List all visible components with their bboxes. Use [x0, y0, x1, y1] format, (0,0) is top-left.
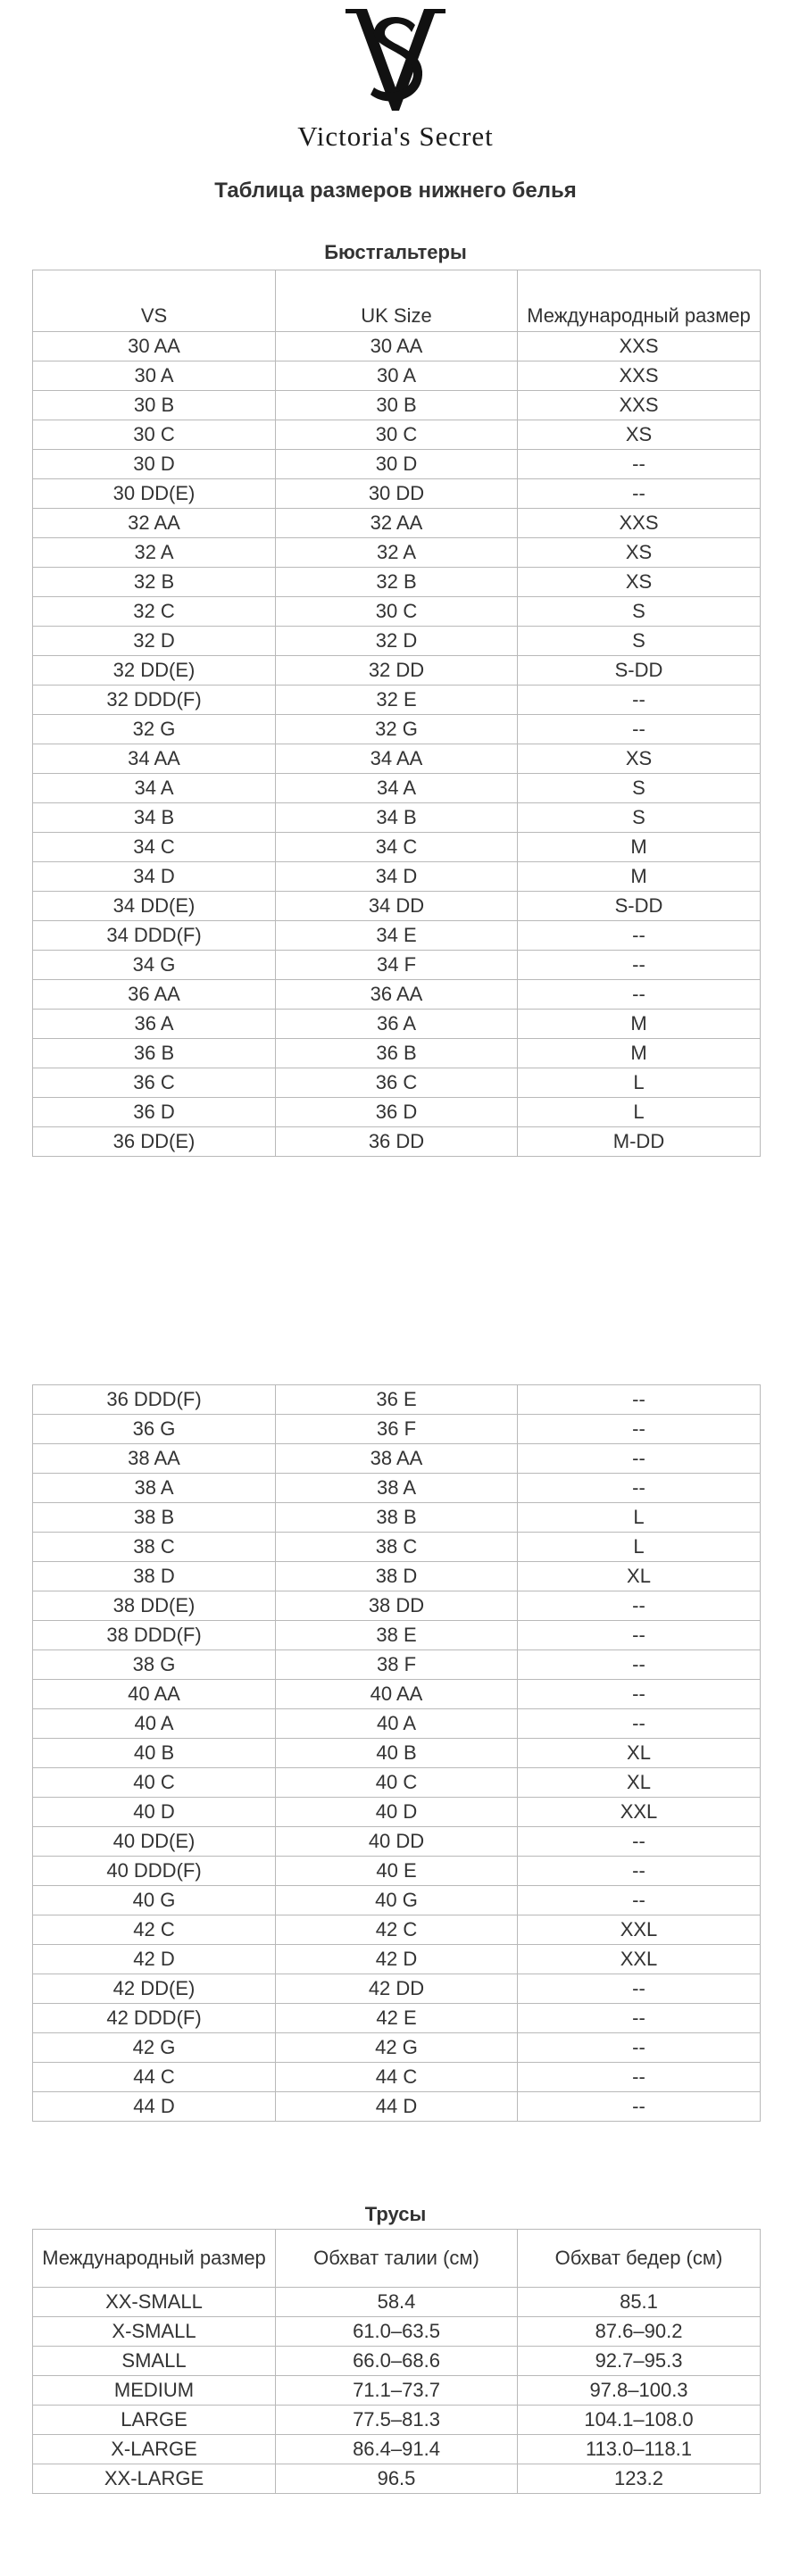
international-size-cell: X-LARGE	[33, 2435, 276, 2464]
table-row	[33, 568, 761, 597]
vs-size-cell: 38 D	[33, 1562, 276, 1591]
uk-size-cell: 36 E	[276, 1385, 518, 1415]
uk-size-cell: 40 A	[276, 1709, 518, 1739]
table-row	[33, 951, 761, 980]
vs-size-cell: 42 DD(E)	[33, 1974, 276, 2004]
vs-size-cell: 44 C	[33, 2063, 276, 2092]
international-size-cell: XL	[518, 1562, 761, 1591]
vs-size-cell: 40 A	[33, 1709, 276, 1739]
international-size-cell: XS	[518, 420, 761, 450]
waist-cell: 58.4	[276, 2288, 518, 2317]
table-row	[33, 892, 761, 921]
international-size-cell: --	[518, 980, 761, 1010]
uk-size-cell: 38 C	[276, 1533, 518, 1562]
international-size-cell: --	[518, 479, 761, 509]
uk-size-cell: 42 E	[276, 2004, 518, 2033]
table-row	[33, 1591, 761, 1621]
vs-size-cell: 40 D	[33, 1798, 276, 1827]
international-size-cell: --	[518, 2092, 761, 2122]
table-row	[33, 1385, 761, 1415]
header-vs: VS	[33, 270, 276, 332]
uk-size-cell: 34 C	[276, 833, 518, 862]
table-row	[33, 1650, 761, 1680]
international-size-cell: --	[518, 1857, 761, 1886]
waist-cell: 86.4–91.4	[276, 2435, 518, 2464]
uk-size-cell: 30 B	[276, 391, 518, 420]
vs-size-cell: 34 D	[33, 862, 276, 892]
uk-size-cell: 44 C	[276, 2063, 518, 2092]
uk-size-cell: 36 F	[276, 1415, 518, 1444]
vs-size-cell: 32 DD(E)	[33, 656, 276, 686]
vs-size-cell: 38 DD(E)	[33, 1591, 276, 1621]
table-row	[33, 2347, 761, 2376]
uk-size-cell: 32 D	[276, 627, 518, 656]
international-size-cell: --	[518, 450, 761, 479]
hips-cell: 123.2	[518, 2464, 761, 2494]
table-row	[33, 1680, 761, 1709]
vs-size-cell: 36 D	[33, 1098, 276, 1127]
international-size-cell: S-DD	[518, 656, 761, 686]
uk-size-cell: 30 D	[276, 450, 518, 479]
uk-size-cell: 34 E	[276, 921, 518, 951]
hips-cell: 85.1	[518, 2288, 761, 2317]
international-size-cell: S	[518, 774, 761, 803]
waist-cell: 71.1–73.7	[276, 2376, 518, 2406]
vs-size-cell: 40 DDD(F)	[33, 1857, 276, 1886]
table-row	[33, 391, 761, 420]
vs-size-cell: 38 B	[33, 1503, 276, 1533]
uk-size-cell: 38 A	[276, 1474, 518, 1503]
international-size-cell: XXL	[518, 1945, 761, 1974]
hips-cell: 104.1–108.0	[518, 2406, 761, 2435]
vs-size-cell: 40 AA	[33, 1680, 276, 1709]
uk-size-cell: 30 A	[276, 361, 518, 391]
vs-size-cell: 36 AA	[33, 980, 276, 1010]
international-size-cell: S	[518, 803, 761, 833]
uk-size-cell: 44 D	[276, 2092, 518, 2122]
international-size-cell: --	[518, 1415, 761, 1444]
table-row	[33, 1503, 761, 1533]
international-size-cell: L	[518, 1068, 761, 1098]
international-size-cell: MEDIUM	[33, 2376, 276, 2406]
uk-size-cell: 42 D	[276, 1945, 518, 1974]
uk-size-cell: 34 F	[276, 951, 518, 980]
international-size-cell: S	[518, 627, 761, 656]
table-row	[33, 862, 761, 892]
table-row	[33, 1562, 761, 1591]
vs-size-cell: 34 G	[33, 951, 276, 980]
table-header-row	[33, 270, 761, 332]
vs-size-cell: 42 G	[33, 2033, 276, 2063]
table-row	[33, 1621, 761, 1650]
brand-name: Victoria's Secret	[297, 120, 494, 152]
international-size-cell: S	[518, 597, 761, 627]
table-row	[33, 479, 761, 509]
table-row	[33, 1010, 761, 1039]
vs-size-cell: 30 C	[33, 420, 276, 450]
international-size-cell: --	[518, 1444, 761, 1474]
international-size-cell: --	[518, 2063, 761, 2092]
waist-cell: 61.0–63.5	[276, 2317, 518, 2347]
bra-size-table-continued	[32, 1384, 761, 2122]
table-row	[33, 1127, 761, 1157]
uk-size-cell: 42 C	[276, 1915, 518, 1945]
bra-size-table	[32, 270, 761, 1157]
panty-size-table	[32, 2229, 761, 2494]
international-size-cell: XS	[518, 744, 761, 774]
uk-size-cell: 32 E	[276, 686, 518, 715]
international-size-cell: --	[518, 1385, 761, 1415]
uk-size-cell: 38 D	[276, 1562, 518, 1591]
vs-size-cell: 32 G	[33, 715, 276, 744]
international-size-cell: M	[518, 862, 761, 892]
table-row	[33, 656, 761, 686]
international-size-cell: XS	[518, 568, 761, 597]
uk-size-cell: 40 AA	[276, 1680, 518, 1709]
vs-size-cell: 34 B	[33, 803, 276, 833]
vs-size-cell: 32 A	[33, 538, 276, 568]
international-size-cell: XXS	[518, 361, 761, 391]
international-size-cell: --	[518, 2004, 761, 2033]
international-size-cell: M	[518, 1039, 761, 1068]
table-row	[33, 538, 761, 568]
uk-size-cell: 40 DD	[276, 1827, 518, 1857]
vs-size-cell: 38 G	[33, 1650, 276, 1680]
table-row	[33, 1974, 761, 2004]
uk-size-cell: 34 AA	[276, 744, 518, 774]
table-row	[33, 2288, 761, 2317]
uk-size-cell: 32 DD	[276, 656, 518, 686]
table-row	[33, 803, 761, 833]
international-size-cell: X-SMALL	[33, 2317, 276, 2347]
panties-section-title: Трусы	[364, 2203, 427, 2225]
vs-size-cell: 34 A	[33, 774, 276, 803]
vs-size-cell: 38 AA	[33, 1444, 276, 1474]
table-row	[33, 686, 761, 715]
international-size-cell: L	[518, 1503, 761, 1533]
international-size-cell: --	[518, 1650, 761, 1680]
hips-cell: 113.0–118.1	[518, 2435, 761, 2464]
uk-size-cell: 36 C	[276, 1068, 518, 1098]
vs-size-cell: 42 DDD(F)	[33, 2004, 276, 2033]
uk-size-cell: 30 DD	[276, 479, 518, 509]
international-size-cell: --	[518, 1974, 761, 2004]
uk-size-cell: 30 C	[276, 420, 518, 450]
international-size-cell: --	[518, 951, 761, 980]
vs-size-cell: 30 D	[33, 450, 276, 479]
vs-size-cell: 32 B	[33, 568, 276, 597]
international-size-cell: XL	[518, 1768, 761, 1798]
table-row	[33, 1768, 761, 1798]
table-row	[33, 1798, 761, 1827]
international-size-cell: XXL	[518, 1915, 761, 1945]
table-row	[33, 509, 761, 538]
uk-size-cell: 32 AA	[276, 509, 518, 538]
hips-cell: 92.7–95.3	[518, 2347, 761, 2376]
table-row	[33, 833, 761, 862]
international-size-cell: --	[518, 1827, 761, 1857]
table-header-row	[33, 2230, 761, 2288]
header-uk-size: UK Size	[276, 270, 518, 332]
international-size-cell: M	[518, 833, 761, 862]
international-size-cell: --	[518, 715, 761, 744]
international-size-cell: XX-LARGE	[33, 2464, 276, 2494]
vs-size-cell: 40 B	[33, 1739, 276, 1768]
uk-size-cell: 30 C	[276, 597, 518, 627]
international-size-cell: --	[518, 686, 761, 715]
table-row	[33, 1098, 761, 1127]
page-title: Таблица размеров нижнего белья	[214, 179, 577, 203]
table-row	[33, 1886, 761, 1915]
uk-size-cell: 34 A	[276, 774, 518, 803]
uk-size-cell: 32 A	[276, 538, 518, 568]
vs-size-cell: 40 DD(E)	[33, 1827, 276, 1857]
uk-size-cell: 36 AA	[276, 980, 518, 1010]
uk-size-cell: 36 A	[276, 1010, 518, 1039]
international-size-cell: XXL	[518, 1798, 761, 1827]
table-row	[33, 1415, 761, 1444]
vs-size-cell: 34 AA	[33, 744, 276, 774]
header-waist: Обхват талии (см)	[276, 2230, 518, 2288]
table-row	[33, 980, 761, 1010]
vs-size-cell: 30 A	[33, 361, 276, 391]
international-size-cell: XXS	[518, 332, 761, 361]
vs-size-cell: 40 G	[33, 1886, 276, 1915]
international-size-cell: S-DD	[518, 892, 761, 921]
international-size-cell: M	[518, 1010, 761, 1039]
uk-size-cell: 38 DD	[276, 1591, 518, 1621]
table-row	[33, 2004, 761, 2033]
waist-cell: 66.0–68.6	[276, 2347, 518, 2376]
uk-size-cell: 30 AA	[276, 332, 518, 361]
uk-size-cell: 36 B	[276, 1039, 518, 1068]
brand-logo	[0, 0, 791, 161]
vs-size-cell: 38 DDD(F)	[33, 1621, 276, 1650]
table-row	[33, 774, 761, 803]
uk-size-cell: 36 DD	[276, 1127, 518, 1157]
vs-size-cell: 36 B	[33, 1039, 276, 1068]
uk-size-cell: 38 E	[276, 1621, 518, 1650]
vs-size-cell: 30 AA	[33, 332, 276, 361]
vs-size-cell: 34 C	[33, 833, 276, 862]
table-row	[33, 1915, 761, 1945]
uk-size-cell: 38 AA	[276, 1444, 518, 1474]
uk-size-cell: 34 B	[276, 803, 518, 833]
uk-size-cell: 38 F	[276, 1650, 518, 1680]
uk-size-cell: 40 C	[276, 1768, 518, 1798]
vs-size-cell: 32 AA	[33, 509, 276, 538]
vs-size-cell: 44 D	[33, 2092, 276, 2122]
bras-section-title: Бюстгальтеры	[324, 241, 467, 263]
table-row	[33, 2092, 761, 2122]
table-row	[33, 1827, 761, 1857]
vs-size-cell: 36 DDD(F)	[33, 1385, 276, 1415]
table-row	[33, 2376, 761, 2406]
uk-size-cell: 32 B	[276, 568, 518, 597]
header-hips: Обхват бедер (см)	[518, 2230, 761, 2288]
table-row	[33, 420, 761, 450]
international-size-cell: SMALL	[33, 2347, 276, 2376]
international-size-cell: XS	[518, 538, 761, 568]
table-row	[33, 1709, 761, 1739]
header-international-size: Международный размер	[518, 270, 761, 332]
table-row	[33, 2435, 761, 2464]
international-size-cell: XL	[518, 1739, 761, 1768]
international-size-cell: XXS	[518, 391, 761, 420]
vs-size-cell: 32 C	[33, 597, 276, 627]
vs-size-cell: 34 DDD(F)	[33, 921, 276, 951]
vs-size-cell: 36 DD(E)	[33, 1127, 276, 1157]
international-size-cell: --	[518, 1680, 761, 1709]
international-size-cell: --	[518, 1591, 761, 1621]
international-size-cell: --	[518, 1709, 761, 1739]
header-international-size: Международный размер	[33, 2230, 276, 2288]
hips-cell: 97.8–100.3	[518, 2376, 761, 2406]
international-size-cell: M-DD	[518, 1127, 761, 1157]
table-row	[33, 1533, 761, 1562]
table-row	[33, 627, 761, 656]
table-row	[33, 2406, 761, 2435]
uk-size-cell: 40 G	[276, 1886, 518, 1915]
table-row	[33, 597, 761, 627]
vs-size-cell: 36 A	[33, 1010, 276, 1039]
international-size-cell: LARGE	[33, 2406, 276, 2435]
international-size-cell: --	[518, 1474, 761, 1503]
table-row	[33, 2033, 761, 2063]
uk-size-cell: 42 DD	[276, 1974, 518, 2004]
table-row	[33, 450, 761, 479]
uk-size-cell: 40 E	[276, 1857, 518, 1886]
hips-cell: 87.6–90.2	[518, 2317, 761, 2347]
table-row	[33, 744, 761, 774]
uk-size-cell: 34 DD	[276, 892, 518, 921]
vs-monogram-icon	[342, 5, 449, 117]
vs-size-cell: 36 C	[33, 1068, 276, 1098]
uk-size-cell: 40 B	[276, 1739, 518, 1768]
uk-size-cell: 32 G	[276, 715, 518, 744]
international-size-cell: --	[518, 921, 761, 951]
table-row	[33, 921, 761, 951]
table-row	[33, 2464, 761, 2494]
uk-size-cell: 42 G	[276, 2033, 518, 2063]
uk-size-cell: 34 D	[276, 862, 518, 892]
international-size-cell: XXS	[518, 509, 761, 538]
international-size-cell: --	[518, 1886, 761, 1915]
uk-size-cell: 38 B	[276, 1503, 518, 1533]
table-row	[33, 1945, 761, 1974]
table-row	[33, 361, 761, 391]
vs-size-cell: 42 C	[33, 1915, 276, 1945]
vs-size-cell: 38 A	[33, 1474, 276, 1503]
vs-size-cell: 34 DD(E)	[33, 892, 276, 921]
table-row	[33, 1039, 761, 1068]
vs-size-cell: 32 D	[33, 627, 276, 656]
vs-size-cell: 40 C	[33, 1768, 276, 1798]
waist-cell: 77.5–81.3	[276, 2406, 518, 2435]
uk-size-cell: 36 D	[276, 1098, 518, 1127]
table-row	[33, 1068, 761, 1098]
international-size-cell: --	[518, 2033, 761, 2063]
waist-cell: 96.5	[276, 2464, 518, 2494]
table-row	[33, 332, 761, 361]
table-row	[33, 715, 761, 744]
table-row	[33, 2317, 761, 2347]
international-size-cell: L	[518, 1098, 761, 1127]
vs-size-cell: 38 C	[33, 1533, 276, 1562]
international-size-cell: L	[518, 1533, 761, 1562]
table-row	[33, 1739, 761, 1768]
international-size-cell: --	[518, 1621, 761, 1650]
vs-size-cell: 36 G	[33, 1415, 276, 1444]
vs-size-cell: 30 B	[33, 391, 276, 420]
table-row	[33, 2063, 761, 2092]
international-size-cell: XX-SMALL	[33, 2288, 276, 2317]
vs-size-cell: 32 DDD(F)	[33, 686, 276, 715]
uk-size-cell: 40 D	[276, 1798, 518, 1827]
vs-size-cell: 42 D	[33, 1945, 276, 1974]
vs-size-cell: 30 DD(E)	[33, 479, 276, 509]
table-row	[33, 1857, 761, 1886]
table-row	[33, 1444, 761, 1474]
table-row	[33, 1474, 761, 1503]
